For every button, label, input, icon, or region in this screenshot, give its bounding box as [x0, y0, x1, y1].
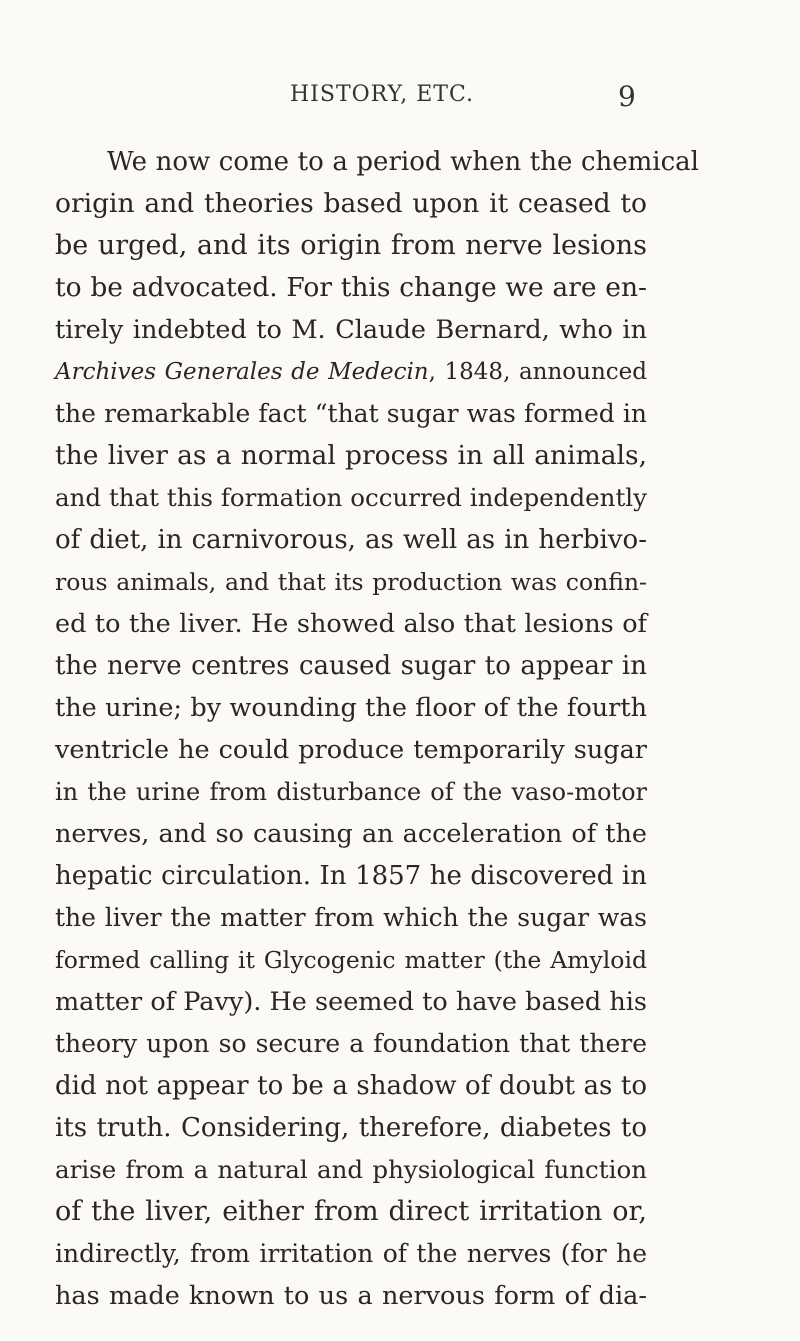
text-line: theory upon so secure a foundation that there [55, 1029, 647, 1058]
text-line: of the liver, either from direct irritation or, [55, 1196, 647, 1227]
text-line: ed to the liver. He showed also that lesions of [55, 609, 647, 639]
text-line: Archives Generales de Medecin, 1848, announced [55, 359, 647, 385]
text-line: has made known to us a nervous form of dia- [55, 1281, 647, 1311]
text-line: nerves, and so causing an acceleration of the [55, 819, 647, 849]
text-line: We now come to a period when the chemical [107, 147, 699, 177]
text-line: the nerve centres caused sugar to appear in [55, 651, 647, 681]
text-line: and that this formation occurred independently [55, 483, 647, 512]
text-line: formed calling it Glycogenic matter (the Amyloid [55, 946, 647, 974]
text-line: the liver as a normal process in all animals, [55, 440, 647, 471]
text-line: indirectly, from irritation of the nerves (for he [55, 1239, 647, 1268]
text-line: arise from a natural and physiological function [55, 1155, 647, 1184]
text-line: did not appear to be a shadow of doubt as to [55, 1071, 647, 1101]
text-line: to be advocated. For this change we are en- [55, 272, 647, 303]
text-line: tirely indebted to M. Claude Bernard, who in [55, 315, 647, 345]
text-line: its truth. Considering, therefore, diabetes to [55, 1113, 647, 1143]
text-line: ventricle he could produce temporarily sugar [55, 735, 647, 765]
text-line: be urged, and its origin from nerve lesions [55, 230, 647, 261]
journal-title: Archives Generales de Medecin [55, 359, 429, 385]
text-line: the remarkable fact “that sugar was formed in [55, 399, 647, 428]
text-line: origin and theories based upon it ceased to [55, 188, 647, 219]
text-line: matter of Pavy). He seemed to have based his [55, 987, 647, 1017]
text-line: the liver the matter from which the sugar was [55, 903, 647, 932]
running-head: HISTORY, ETC. [290, 82, 474, 107]
text-line: the urine; by wounding the floor of the fourth [55, 693, 647, 723]
text-line: in the urine from disturbance of the vaso-motor [55, 778, 647, 806]
text-line: hepatic circulation. In 1857 he discovered in [55, 861, 647, 891]
page-number: 9 [618, 80, 636, 113]
text-line: rous animals, and that its production was confin- [55, 568, 647, 596]
text-line: of diet, in carnivorous, as well as in herbivo- [55, 525, 647, 555]
